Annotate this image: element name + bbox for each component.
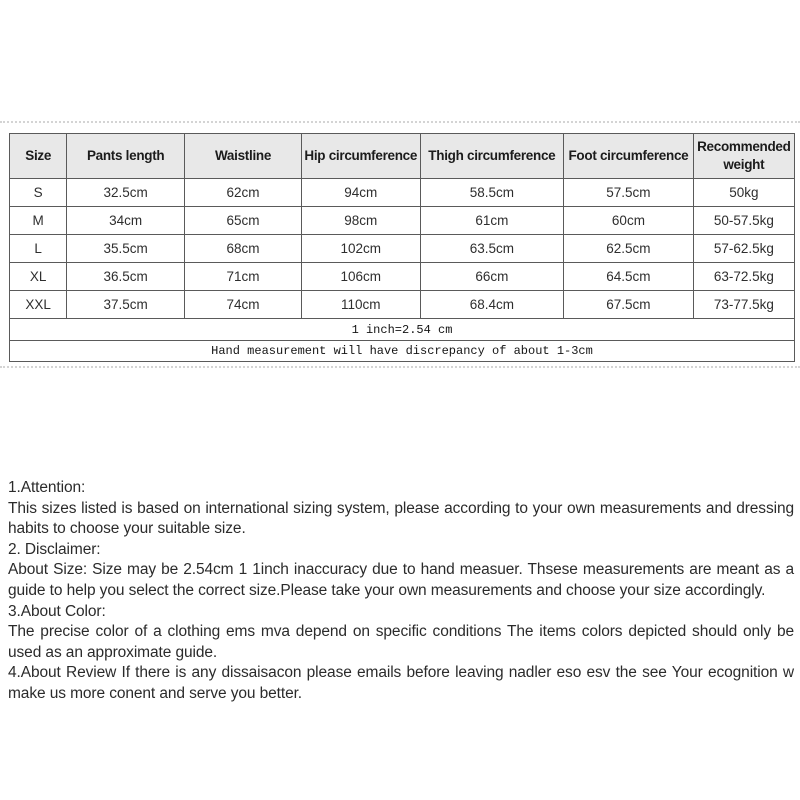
description-notes (8, 478, 794, 705)
cell-recommended-weight: 73-77.5kg (693, 291, 794, 319)
header-cell-hip-circumference: Hip circumference (302, 134, 421, 179)
size-chart-table (9, 133, 795, 362)
cell-pants-length: 36.5cm (67, 263, 185, 291)
cell-thigh-circumference: 58.5cm (420, 179, 564, 207)
cell-hip-circumference: 110cm (302, 291, 421, 319)
perforation-line-bottom (0, 366, 800, 368)
cell-foot-circumference: 64.5cm (564, 263, 694, 291)
measurement-discrepancy-row (10, 341, 795, 362)
cell-thigh-circumference: 68.4cm (420, 291, 564, 319)
disclaimer-body: About Size: Size may be 2.54cm 1 1inch inaccuracy due to hand measuer. Thsese measurements are meant as a guide to help you select the correct size.Please take your own measurements and choose your size accordingly. (8, 561, 794, 599)
cell-waistline: 68cm (185, 235, 302, 263)
perforation-line-top (0, 121, 800, 123)
cell-size: S (10, 179, 67, 207)
cell-size: M (10, 207, 67, 235)
cell-recommended-weight: 50kg (693, 179, 794, 207)
disclaimer-heading: 2. Disclaimer: (8, 540, 101, 558)
cell-size: XXL (10, 291, 67, 319)
size-row-xxl (10, 291, 795, 319)
cell-foot-circumference: 60cm (564, 207, 694, 235)
cell-waistline: 71cm (185, 263, 302, 291)
about-review-body: 4.About Review If there is any dissaisacon please emails before leaving nadler eso esv the see Your ecognition w make us more conent and serve you better. (8, 664, 794, 702)
size-chart-header-row (10, 134, 795, 179)
header-cell-pants-length: Pants length (67, 134, 185, 179)
header-cell-thigh-circumference: Thigh circumference (420, 134, 564, 179)
header-cell-waistline: Waistline (185, 134, 302, 179)
attention-heading: 1.Attention: (8, 479, 86, 496)
cell-waistline: 65cm (185, 207, 302, 235)
cell-recommended-weight: 50-57.5kg (693, 207, 794, 235)
cell-hip-circumference: 94cm (302, 179, 421, 207)
cell-foot-circumference: 62.5cm (564, 235, 694, 263)
cell-pants-length: 37.5cm (67, 291, 185, 319)
cell-hip-circumference: 98cm (302, 207, 421, 235)
size-row-l (10, 235, 795, 263)
header-cell-foot-circumference: Foot circumference (564, 134, 694, 179)
measurement-discrepancy-note: Hand measurement will have discrepancy of about 1-3cm (10, 341, 795, 362)
cell-waistline: 74cm (185, 291, 302, 319)
about-color-body: The precise color of a clothing ems mva depend on specific conditions The items colors depicted should only be used as an approximate guide. (8, 623, 794, 661)
size-row-s (10, 179, 795, 207)
cell-recommended-weight: 63-72.5kg (693, 263, 794, 291)
inch-conversion-note: 1 inch=2.54 cm (10, 319, 795, 341)
attention-body: This sizes listed is based on international sizing system, please according to your own measurements and dressing habits to choose your suitable size. (8, 499, 794, 538)
about-color-heading: 3.About Color: (8, 602, 106, 620)
cell-size: XL (10, 263, 67, 291)
cell-waistline: 62cm (185, 179, 302, 207)
header-cell-size: Size (10, 134, 67, 179)
header-cell-recommended-weight: Recommended weight (693, 134, 794, 179)
size-row-xl (10, 263, 795, 291)
cell-pants-length: 32.5cm (67, 179, 185, 207)
cell-foot-circumference: 57.5cm (564, 179, 694, 207)
cell-recommended-weight: 57-62.5kg (693, 235, 794, 263)
cell-thigh-circumference: 63.5cm (420, 235, 564, 263)
cell-size: L (10, 235, 67, 263)
size-row-m (10, 207, 795, 235)
cell-pants-length: 34cm (67, 207, 185, 235)
inch-conversion-row (10, 319, 795, 341)
cell-hip-circumference: 106cm (302, 263, 421, 291)
cell-pants-length: 35.5cm (67, 235, 185, 263)
cell-thigh-circumference: 61cm (420, 207, 564, 235)
cell-hip-circumference: 102cm (302, 235, 421, 263)
cell-foot-circumference: 67.5cm (564, 291, 694, 319)
cell-thigh-circumference: 66cm (420, 263, 564, 291)
